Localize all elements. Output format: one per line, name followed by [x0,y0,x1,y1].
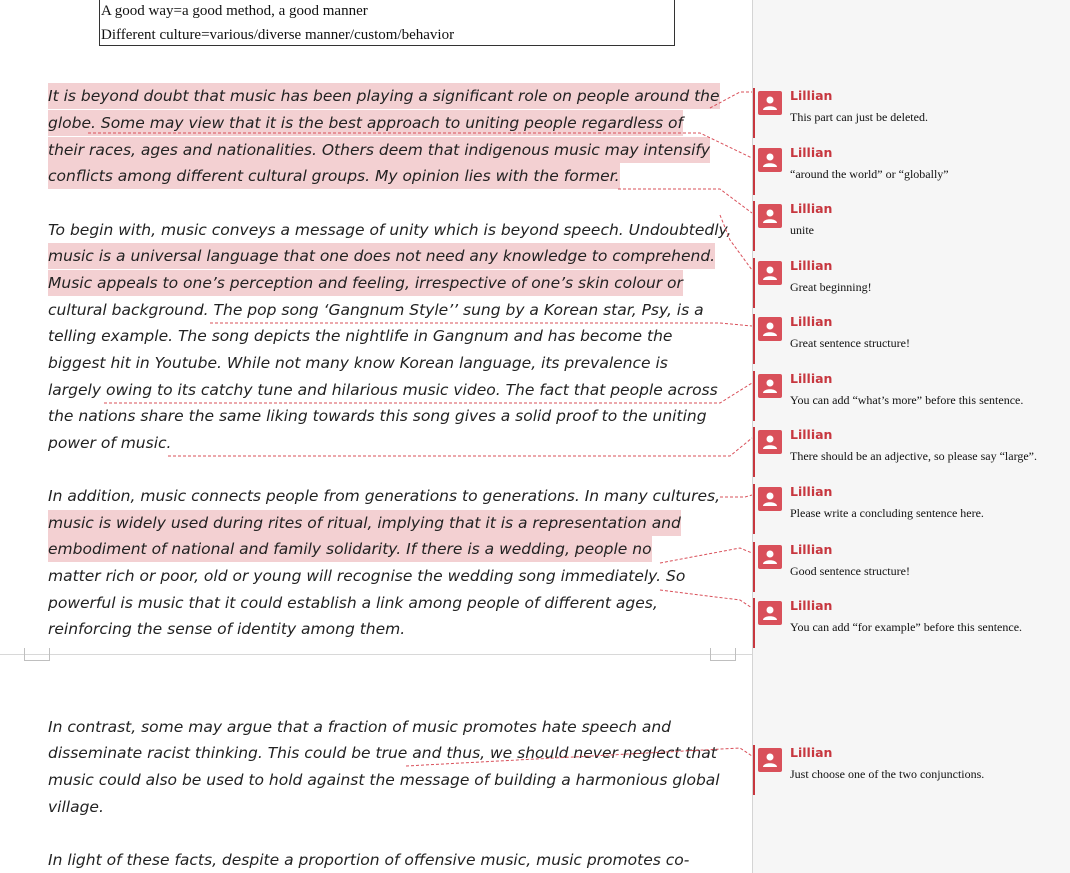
comment-text: Great sentence structure! [790,336,910,350]
comment-author: Lillian [790,258,833,273]
note-line-2: Different culture=various/diverse manner/custom/behavior [101,27,455,43]
comment-accent-bar [753,598,755,648]
comment-accent-bar [753,484,755,534]
comment-author: Lillian [790,88,833,103]
comment-card[interactable] [753,145,1069,195]
comment-card[interactable] [753,427,1069,477]
note-line-1: A good way=a good method, a good manner [101,3,368,19]
comment-accent-bar [753,88,755,138]
page-margin-mark-left [24,648,50,661]
text-line: conflicts among different cultural groups. My opinion lies with the former. [48,163,620,189]
comment-accent-bar [753,542,755,592]
text-line: biggest hit in Youtube. While not many know Korean language, its prevalence is [48,354,668,372]
comment-card[interactable] [753,598,1069,648]
text-line: their races, ages and nationalities. Others deem that indigenous music may intensify [48,137,710,163]
comment-accent-bar [753,201,755,251]
text-line: reinforcing the sense of identity among them. [48,620,406,638]
comment-author: Lillian [790,314,833,329]
comment-accent-bar [753,427,755,477]
user-avatar-icon [758,545,782,569]
note-text-box[interactable] [99,0,675,46]
comment-author: Lillian [790,542,833,557]
text-line: largely owing to its catchy tune and hilarious music video. The fact that people across [48,381,718,399]
text-line: power of music. [48,434,172,452]
comment-author: Lillian [790,145,833,160]
comment-text: Great beginning! [790,280,872,294]
user-avatar-icon [758,601,782,625]
text-line: music is widely used during rites of ritual, implying that it is a representation and [48,510,681,536]
user-avatar-icon [758,261,782,285]
text-line: the nations share the same liking towards this song gives a solid proof to the uniting [48,407,707,425]
comment-author: Lillian [790,371,833,386]
text-line: telling example. The song depicts the nightlife in Gangnum and has become the [48,327,673,345]
text-line: To begin with, music conveys a message of unity which is beyond speech. Undoubtedly, [48,221,732,239]
page-margin-mark-right [710,648,736,661]
text-line: powerful is music that it could establish a link among people of different ages, [48,594,658,612]
comment-accent-bar [753,258,755,308]
comment-text: Good sentence structure! [790,564,910,578]
comment-accent-bar [753,145,755,195]
text-line: In contrast, some may argue that a fraction of music promotes hate speech and [48,718,672,736]
user-avatar-icon [758,317,782,341]
text-line: music could also be used to hold against the message of building a harmonious global [48,771,720,789]
text-line: globe. Some may view that it is the best approach to uniting people regardless of [48,110,683,136]
comment-card[interactable] [753,484,1069,534]
user-avatar-icon [758,487,782,511]
text-line: In light of these facts, despite a proportion of offensive music, music promotes co- [48,851,690,869]
text-line: embodiment of national and family solidarity. If there is a wedding, people no [48,536,652,562]
user-avatar-icon [758,148,782,172]
text-line: music is a universal language that one does not need any knowledge to comprehend. [48,243,715,269]
text-line: cultural background. The pop song ‘Gangnum Style’’ sung by a Korean star, Psy, is a [48,301,704,319]
user-avatar-icon [758,430,782,454]
comment-text: You can add “what’s more” before this sentence. [790,393,1024,407]
comment-card[interactable] [753,258,1069,308]
user-avatar-icon [758,374,782,398]
comment-author: Lillian [790,484,833,499]
comment-accent-bar [753,314,755,364]
user-avatar-icon [758,748,782,772]
comment-author: Lillian [790,598,833,613]
user-avatar-icon [758,204,782,228]
page-break-line [0,654,752,655]
user-avatar-icon [758,91,782,115]
text-line: It is beyond doubt that music has been playing a significant role on people around the [48,83,720,109]
comment-author: Lillian [790,745,833,760]
comment-card[interactable] [753,371,1069,421]
text-line: village. [48,798,104,816]
comment-accent-bar [753,745,755,795]
comment-text: You can add “for example” before this sentence. [790,620,1023,634]
comment-text: There should be an adjective, so please say “large”. [790,449,1038,463]
comment-card[interactable] [753,542,1069,592]
comment-accent-bar [753,371,755,421]
comment-card[interactable] [753,314,1069,364]
comment-card[interactable] [753,201,1069,251]
text-line: In addition, music connects people from generations to generations. In many cultures, [48,487,721,505]
comment-text: “around the world” or “globally” [790,167,949,181]
comment-text: This part can just be deleted. [790,110,928,124]
comment-card[interactable] [753,88,1069,138]
comment-text: Just choose one of the two conjunctions. [790,767,985,781]
comment-card[interactable] [753,745,1069,795]
comment-author: Lillian [790,427,833,442]
text-line: disseminate racist thinking. This could be true and thus, we should never neglect that [48,744,717,762]
comment-text: unite [790,223,814,237]
text-line: matter rich or poor, old or young will recognise the wedding song immediately. So [48,567,686,585]
text-line: Music appeals to one’s perception and feeling, irrespective of one’s skin colour or [48,270,683,296]
comment-author: Lillian [790,201,833,216]
comment-text: Please write a concluding sentence here. [790,506,984,520]
